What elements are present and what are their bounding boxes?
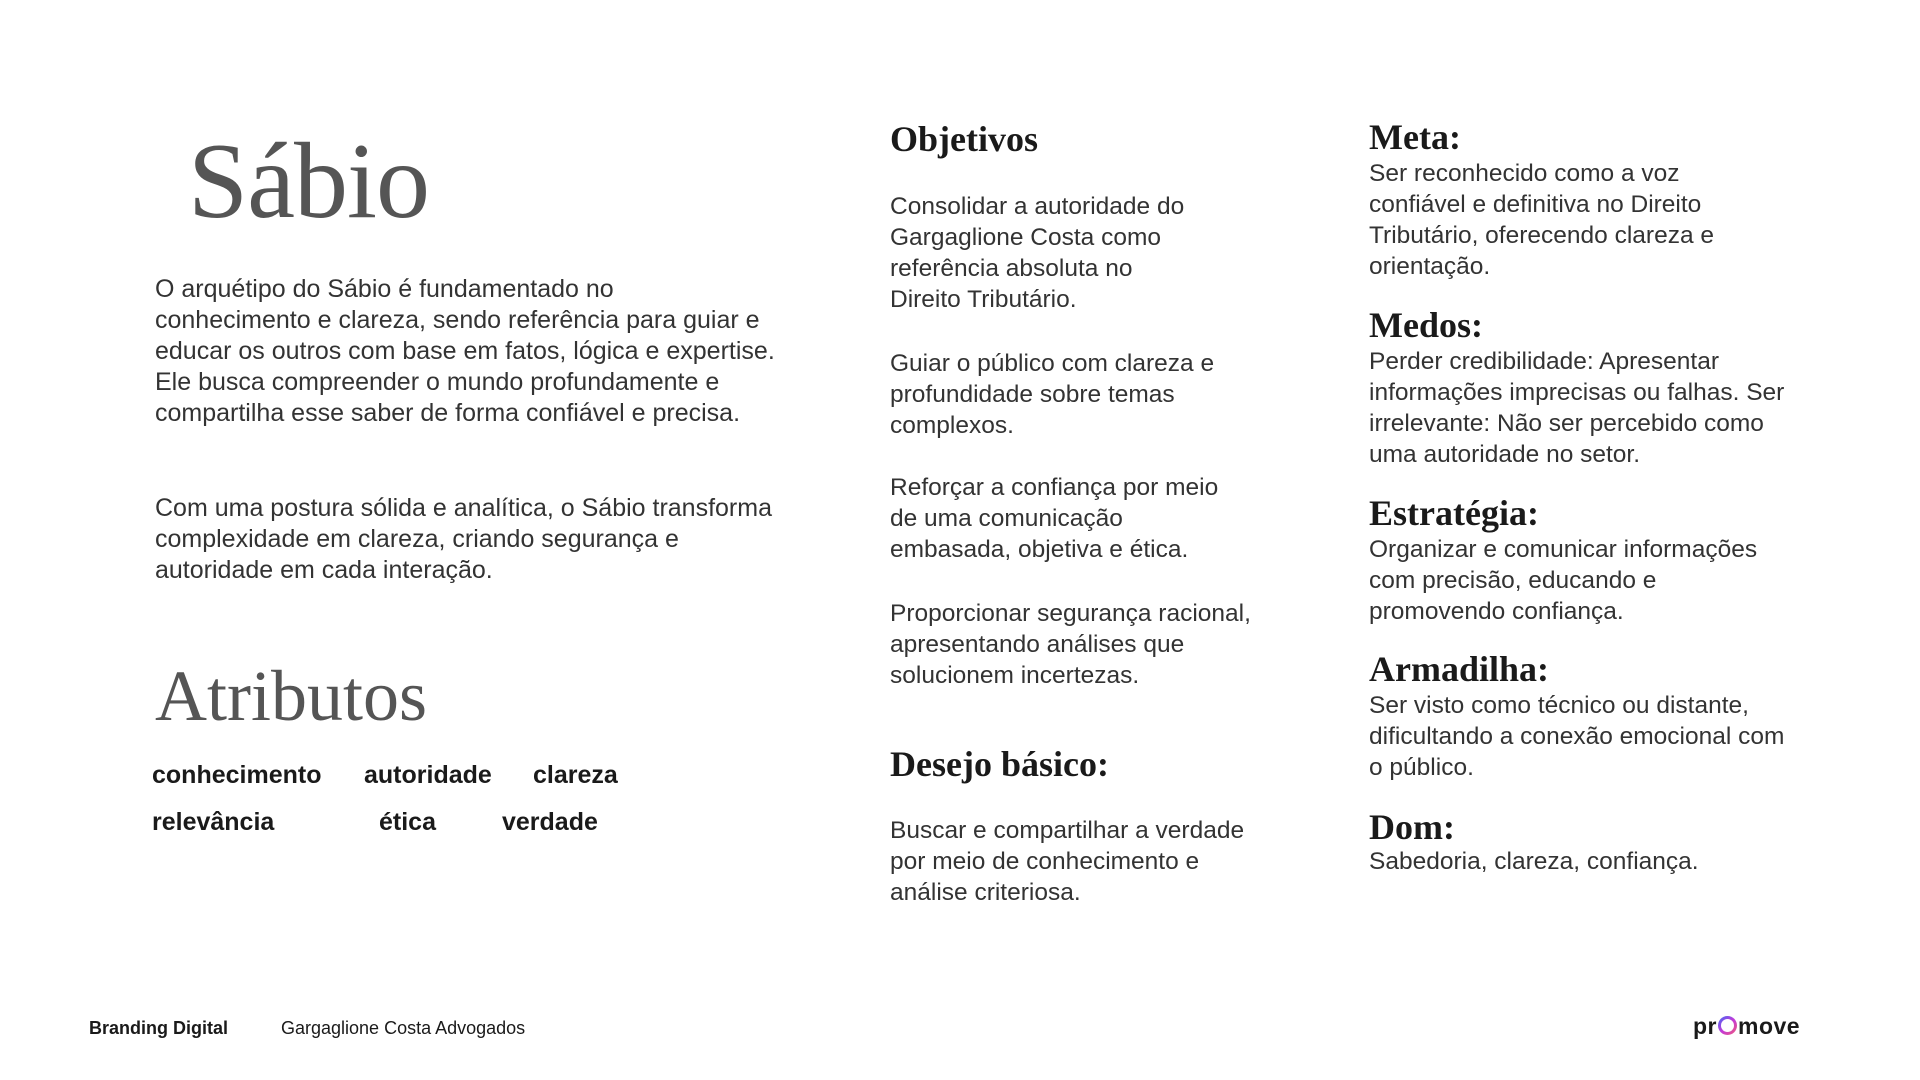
dom-heading: Dom: <box>1369 807 1455 847</box>
desejo-text: Buscar e compartilhar a verdade por meio de conhecimento e análise criteriosa. <box>890 817 1245 906</box>
medos-text: Perder credibilidade: Apresentar informações imprecisas ou falhas. Ser irrelevante: Não ser percebido como uma autoridade no setor. <box>1369 348 1785 468</box>
promove-logo <box>1693 1013 1800 1040</box>
medos-heading: Medos: <box>1369 305 1483 345</box>
desejo-heading: Desejo básico: <box>890 744 1109 784</box>
logo-text-start: pr <box>1693 1013 1717 1039</box>
intro-paragraph-2: Com uma postura sólida e analítica, o Sábio transforma complexidade em clareza, criando segurança e autoridade em cada interação. <box>155 494 772 584</box>
footer-brand: Branding Digital <box>89 1018 228 1038</box>
estrategia-text: Organizar e comunicar informações com precisão, educando e promovendo confiança. <box>1369 536 1758 625</box>
logo-o-icon <box>1718 1016 1737 1035</box>
objetivo-item: Reforçar a confiança por meio de uma comunicação embasada, objetiva e ética. <box>890 474 1219 563</box>
page-title: Sábio <box>188 122 430 241</box>
armadilha-heading: Armadilha: <box>1369 649 1549 689</box>
attributes-heading: Atributos <box>155 656 428 736</box>
objetivo-item: Consolidar a autoridade do Gargaglione Costa como referência absoluta no Direito Tributário. <box>890 193 1185 313</box>
objetivo-item: Proporcionar segurança racional, apresentando análises que solucionem incertezas. <box>890 600 1251 689</box>
attribute-word: autoridade <box>364 761 492 789</box>
meta-heading: Meta: <box>1369 117 1461 157</box>
objetivos-heading: Objetivos <box>890 119 1038 159</box>
estrategia-heading: Estratégia: <box>1369 493 1539 533</box>
footer-client: Gargaglione Costa Advogados <box>281 1018 526 1038</box>
attribute-word: ética <box>379 808 436 836</box>
attribute-word: conhecimento <box>152 761 322 789</box>
objetivo-item: Guiar o público com clareza e profundidade sobre temas complexos. <box>890 350 1215 439</box>
attribute-word: verdade <box>502 808 598 836</box>
dom-text: Sabedoria, clareza, confiança. <box>1369 848 1699 875</box>
armadilha-text: Ser visto como técnico ou distante, dificultando a conexão emocional com o público. <box>1369 692 1785 781</box>
meta-text: Ser reconhecido como a voz confiável e definitiva no Direito Tributário, oferecendo clareza e orientação. <box>1369 160 1714 280</box>
intro-paragraph-1: O arquétipo do Sábio é fundamentado no conhecimento e clareza, sendo referência para guiar e educar os outros com base em fatos, lógica e expertise. Ele busca compreender o mundo profundamente e compartilha esse saber de forma confiável e precisa. <box>155 275 775 427</box>
attribute-word: relevância <box>152 808 275 836</box>
attribute-word: clareza <box>533 761 618 789</box>
logo-text-end: move <box>1738 1013 1801 1039</box>
